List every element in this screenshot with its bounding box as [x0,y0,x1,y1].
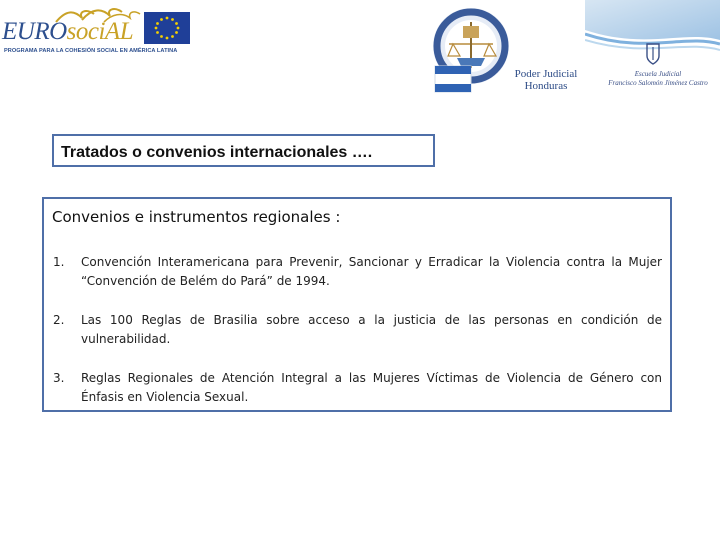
slide-title: Tratados o convenios internacionales …. [61,144,373,161]
poder-judicial-logo [425,0,585,100]
poder-judicial-name [510,68,582,92]
list-item-number: 2. [53,313,65,327]
eurosocial-logo [2,4,202,56]
poder-judicial-line2: Honduras [524,80,568,92]
escuela-judicial-line1: Escuela Judicial [634,70,682,78]
list-item-text: Las 100 Reglas de Brasilia sobre acceso a la justicia de las personas en condición de vulnerabilidad. [81,313,662,346]
escuela-judicial-caption [603,70,713,88]
list-item-text: Reglas Regionales de Atención Integral a las Mujeres Víctimas de Violencia de Género con Énfasis en Violencia Sexual. [81,371,662,404]
judicial-seal-icon [429,0,509,95]
poder-judicial-line1: Poder Judicial [514,68,578,80]
list-item [52,311,662,349]
list-item-text: Convención Interamericana para Prevenir, Sancionar y Erradicar la Violencia contra la Mujer “Convención de Belém do Pará” de 1994. [81,255,662,288]
content-heading: Convenios e instrumentos regionales : [52,208,341,226]
list-item-number: 3. [53,371,65,385]
escuela-emblem-icon [645,42,661,66]
escuela-judicial-logo [585,0,720,100]
wordmark-social: sociAL [66,18,134,45]
list-item [52,369,662,407]
instruments-list [52,253,662,427]
content-box [42,197,672,412]
list-item [52,253,662,291]
escuela-judicial-line2: Francisco Salomón Jiménez Castro [608,79,708,87]
list-item-number: 1. [53,255,65,269]
title-box [52,134,435,167]
wordmark-euro: EURO [2,18,67,45]
eu-flag-icon [144,12,190,44]
eurosocial-wordmark [2,18,133,46]
eurosocial-tagline: PROGRAMA PARA LA COHESIÓN SOCIAL EN AMÉRICA LATINA [4,48,178,54]
